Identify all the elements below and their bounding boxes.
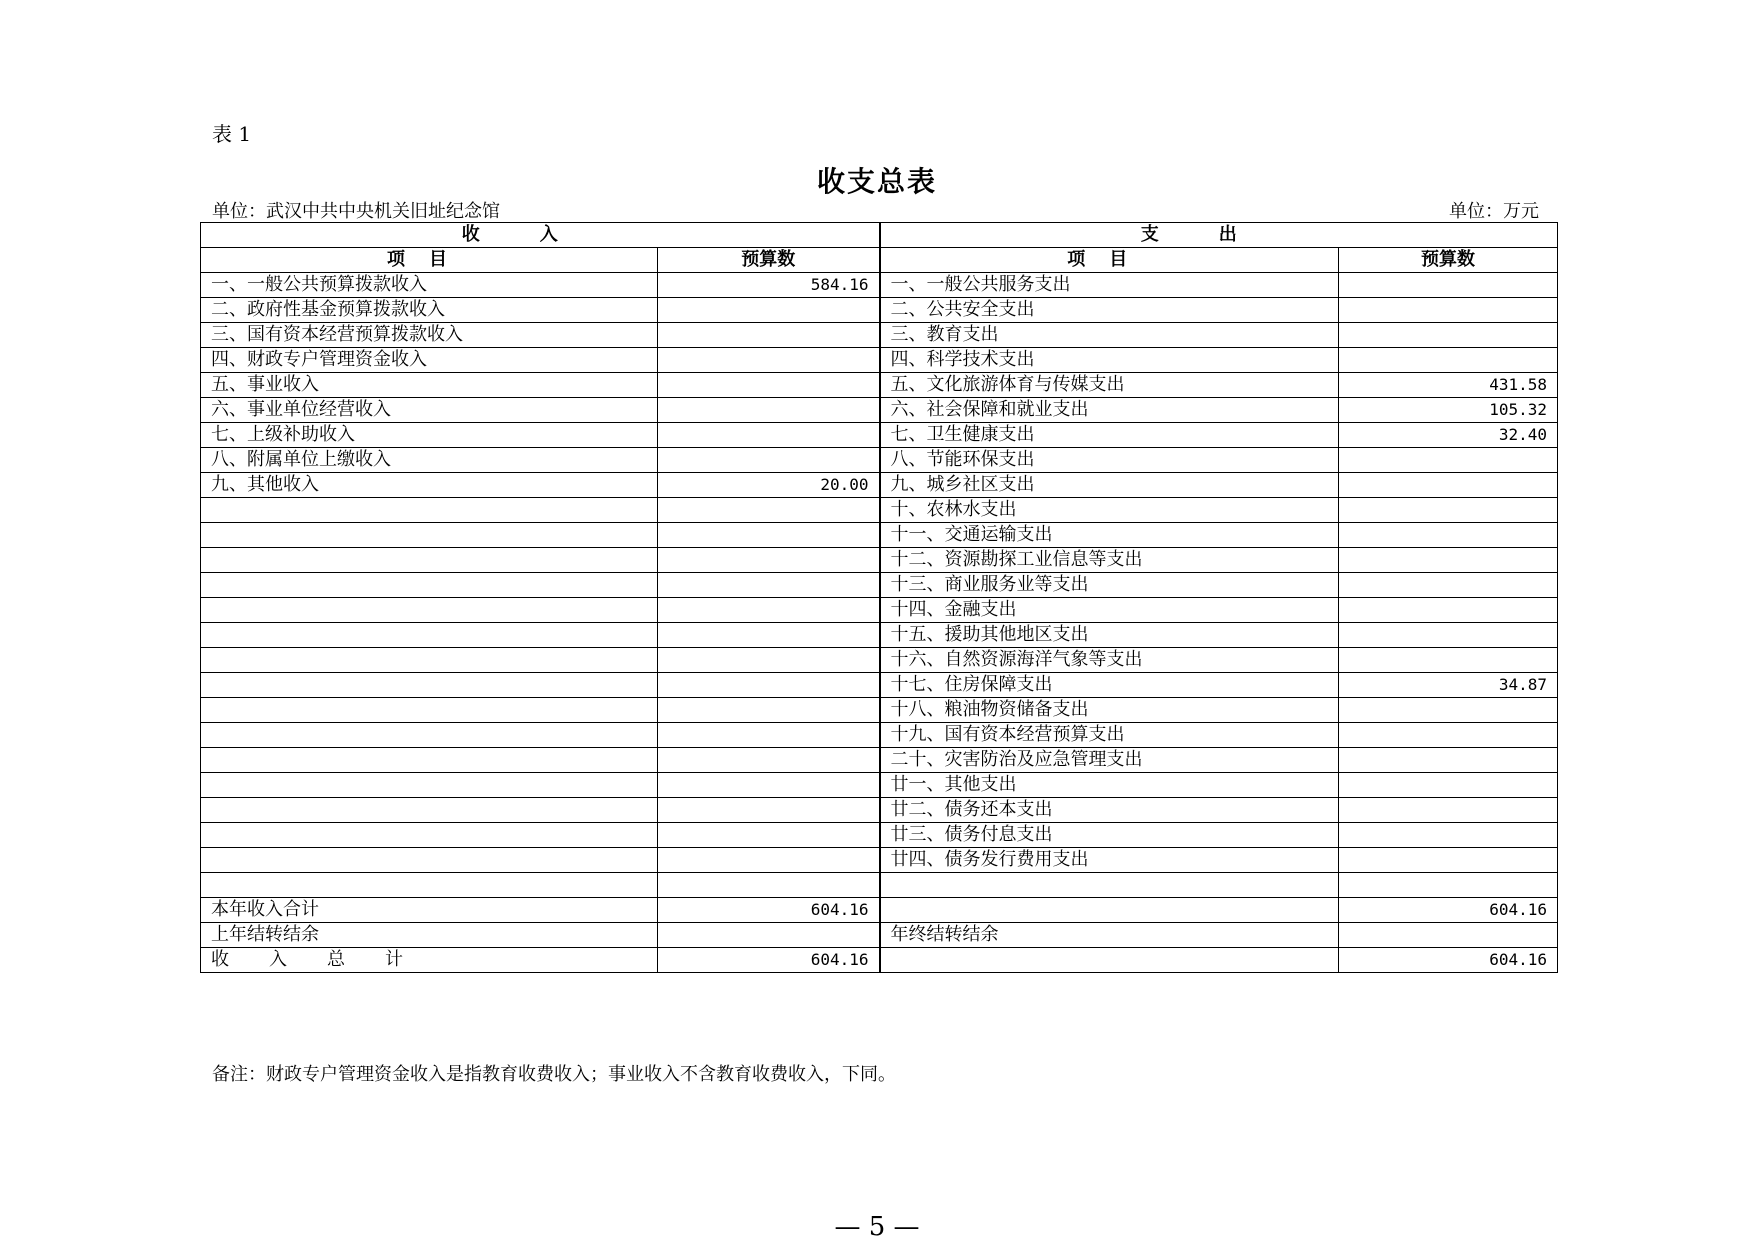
exp-value-cell bbox=[1339, 873, 1558, 898]
exp-item-cell: 十八、粮油物资储备支出 bbox=[880, 698, 1339, 723]
income-value-cell bbox=[658, 448, 880, 473]
income-value-cell bbox=[658, 298, 880, 323]
income-value-cell bbox=[658, 873, 880, 898]
exp-item-cell: 四、科学技术支出 bbox=[880, 348, 1339, 373]
table-row bbox=[201, 673, 1558, 698]
income-value-cell bbox=[658, 748, 880, 773]
exp-value-cell bbox=[1339, 448, 1558, 473]
income-item-cell bbox=[201, 548, 658, 573]
exp-value-cell bbox=[1339, 573, 1558, 598]
exp-item-cell: 二十、灾害防治及应急管理支出 bbox=[880, 748, 1339, 773]
income-item-cell bbox=[201, 623, 658, 648]
year-income-label: 本年收入合计 bbox=[201, 898, 658, 923]
income-item-header: 项目 bbox=[201, 248, 658, 273]
exp-value-cell bbox=[1339, 798, 1558, 823]
income-item-cell bbox=[201, 848, 658, 873]
table-row bbox=[201, 573, 1558, 598]
exp-item-cell: 五、文化旅游体育与传媒支出 bbox=[880, 373, 1339, 398]
grand-total-exp-label bbox=[880, 948, 1339, 973]
exp-value-cell: 105.32 bbox=[1339, 398, 1558, 423]
section-header-row bbox=[201, 223, 1558, 248]
exp-item-header: 项目 bbox=[880, 248, 1339, 273]
income-value-cell bbox=[658, 848, 880, 873]
page-number: — 5 — bbox=[834, 1212, 920, 1242]
income-item-cell: 七、上级补助收入 bbox=[201, 423, 658, 448]
income-value-cell bbox=[658, 648, 880, 673]
income-item-cell bbox=[201, 698, 658, 723]
exp-item-cell: 十六、自然资源海洋气象等支出 bbox=[880, 648, 1339, 673]
table-row bbox=[201, 473, 1558, 498]
exp-item-cell: 十四、金融支出 bbox=[880, 598, 1339, 623]
income-item-cell bbox=[201, 498, 658, 523]
exp-item-cell: 十七、住房保障支出 bbox=[880, 673, 1339, 698]
exp-value-cell bbox=[1339, 773, 1558, 798]
table-row bbox=[201, 623, 1558, 648]
income-item-cell bbox=[201, 748, 658, 773]
exp-value-cell bbox=[1339, 748, 1558, 773]
table-row bbox=[201, 723, 1558, 748]
income-item-cell bbox=[201, 823, 658, 848]
exp-item-cell: 九、城乡社区支出 bbox=[880, 473, 1339, 498]
table-row bbox=[201, 823, 1558, 848]
income-value-cell bbox=[658, 523, 880, 548]
exp-item-cell: 廿四、债务发行费用支出 bbox=[880, 848, 1339, 873]
table-label: 表 1 bbox=[212, 122, 252, 146]
exp-item-cell bbox=[880, 873, 1339, 898]
unit-organization: 单位：武汉中共中央机关旧址纪念馆 bbox=[212, 201, 500, 222]
income-item-cell: 一、一般公共预算拨款收入 bbox=[201, 273, 658, 298]
exp-value-cell bbox=[1339, 323, 1558, 348]
income-value-cell bbox=[658, 798, 880, 823]
table-row bbox=[201, 448, 1558, 473]
table-row bbox=[201, 523, 1558, 548]
income-value-cell bbox=[658, 823, 880, 848]
exp-value-cell bbox=[1339, 523, 1558, 548]
budget-summary-table bbox=[200, 222, 1558, 973]
prev-balance-label: 上年结转结余 bbox=[201, 923, 658, 948]
exp-value-cell bbox=[1339, 273, 1558, 298]
income-item-cell: 六、事业单位经营收入 bbox=[201, 398, 658, 423]
exp-value-cell bbox=[1339, 698, 1558, 723]
table-row bbox=[201, 748, 1558, 773]
income-item-cell: 五、事业收入 bbox=[201, 373, 658, 398]
exp-value-cell bbox=[1339, 498, 1558, 523]
income-item-cell: 八、附属单位上缴收入 bbox=[201, 448, 658, 473]
expenditure-section-header: 支出 bbox=[880, 223, 1558, 248]
grand-total-exp: 604.16 bbox=[1339, 948, 1558, 973]
footnote: 备注：财政专户管理资金收入是指教育收费收入；事业收入不含教育收费收入，下同。 bbox=[212, 1064, 896, 1085]
income-value-cell bbox=[658, 548, 880, 573]
table-row bbox=[201, 398, 1558, 423]
income-item-cell: 九、其他收入 bbox=[201, 473, 658, 498]
page-title: 收支总表 bbox=[816, 165, 937, 198]
income-item-cell bbox=[201, 648, 658, 673]
exp-item-cell: 十二、资源勘探工业信息等支出 bbox=[880, 548, 1339, 573]
exp-item-cell: 二、公共安全支出 bbox=[880, 298, 1339, 323]
income-item-cell: 二、政府性基金预算拨款收入 bbox=[201, 298, 658, 323]
table-row bbox=[201, 648, 1558, 673]
exp-value-cell bbox=[1339, 648, 1558, 673]
income-value-cell bbox=[658, 673, 880, 698]
income-item-cell: 四、财政专户管理资金收入 bbox=[201, 348, 658, 373]
income-item-cell bbox=[201, 598, 658, 623]
table-row bbox=[201, 348, 1558, 373]
exp-item-cell: 廿三、债务付息支出 bbox=[880, 823, 1339, 848]
grand-total-row bbox=[201, 948, 1558, 973]
income-section-header: 收入 bbox=[201, 223, 880, 248]
exp-item-cell: 三、教育支出 bbox=[880, 323, 1339, 348]
grand-total-label: 收入总计 bbox=[201, 948, 658, 973]
income-value-cell bbox=[658, 623, 880, 648]
end-balance-label: 年终结转结余 bbox=[880, 923, 1339, 948]
income-value-cell bbox=[658, 773, 880, 798]
income-item-cell bbox=[201, 723, 658, 748]
table-row bbox=[201, 298, 1558, 323]
table-row bbox=[201, 423, 1558, 448]
income-item-cell bbox=[201, 798, 658, 823]
exp-item-cell: 一、一般公共服务支出 bbox=[880, 273, 1339, 298]
exp-value-cell bbox=[1339, 348, 1558, 373]
income-value-cell bbox=[658, 423, 880, 448]
grand-total-income: 604.16 bbox=[658, 948, 880, 973]
income-value-cell bbox=[658, 348, 880, 373]
column-header-row bbox=[201, 248, 1558, 273]
table-row bbox=[201, 373, 1558, 398]
exp-value-cell bbox=[1339, 623, 1558, 648]
exp-budget-header: 预算数 bbox=[1339, 248, 1558, 273]
prev-balance-value bbox=[658, 923, 880, 948]
table-row bbox=[201, 498, 1558, 523]
exp-value-cell bbox=[1339, 298, 1558, 323]
unit-currency: 单位：万元 bbox=[1449, 201, 1539, 222]
exp-item-cell: 七、卫生健康支出 bbox=[880, 423, 1339, 448]
income-value-cell bbox=[658, 598, 880, 623]
exp-value-cell bbox=[1339, 548, 1558, 573]
exp-value-cell bbox=[1339, 723, 1558, 748]
income-item-cell: 三、国有资本经营预算拨款收入 bbox=[201, 323, 658, 348]
exp-value-cell bbox=[1339, 473, 1558, 498]
exp-item-cell: 八、节能环保支出 bbox=[880, 448, 1339, 473]
income-value-cell bbox=[658, 498, 880, 523]
year-exp-value: 604.16 bbox=[1339, 898, 1558, 923]
exp-value-cell bbox=[1339, 598, 1558, 623]
income-value-cell bbox=[658, 398, 880, 423]
end-balance-value bbox=[1339, 923, 1558, 948]
exp-item-cell: 十一、交通运输支出 bbox=[880, 523, 1339, 548]
income-value-cell bbox=[658, 723, 880, 748]
year-total-row bbox=[201, 898, 1558, 923]
exp-item-cell: 十、农林水支出 bbox=[880, 498, 1339, 523]
income-budget-header: 预算数 bbox=[658, 248, 880, 273]
income-value-cell bbox=[658, 573, 880, 598]
exp-item-cell: 廿一、其他支出 bbox=[880, 773, 1339, 798]
table-row bbox=[201, 873, 1558, 898]
income-item-cell bbox=[201, 773, 658, 798]
income-item-cell bbox=[201, 673, 658, 698]
income-value-cell: 20.00 bbox=[658, 473, 880, 498]
table-row bbox=[201, 698, 1558, 723]
exp-item-cell: 廿二、债务还本支出 bbox=[880, 798, 1339, 823]
table-row bbox=[201, 773, 1558, 798]
exp-value-cell: 34.87 bbox=[1339, 673, 1558, 698]
exp-value-cell: 431.58 bbox=[1339, 373, 1558, 398]
table-row bbox=[201, 598, 1558, 623]
income-item-cell bbox=[201, 873, 658, 898]
exp-item-cell: 十三、商业服务业等支出 bbox=[880, 573, 1339, 598]
table-row bbox=[201, 848, 1558, 873]
exp-item-cell: 六、社会保障和就业支出 bbox=[880, 398, 1339, 423]
exp-item-cell: 十九、国有资本经营预算支出 bbox=[880, 723, 1339, 748]
balance-row bbox=[201, 923, 1558, 948]
exp-item-cell: 十五、援助其他地区支出 bbox=[880, 623, 1339, 648]
exp-value-cell bbox=[1339, 823, 1558, 848]
income-value-cell bbox=[658, 373, 880, 398]
exp-value-cell: 32.40 bbox=[1339, 423, 1558, 448]
income-item-cell bbox=[201, 523, 658, 548]
table-row bbox=[201, 323, 1558, 348]
exp-value-cell bbox=[1339, 848, 1558, 873]
table-row bbox=[201, 798, 1558, 823]
year-exp-label bbox=[880, 898, 1339, 923]
income-item-cell bbox=[201, 573, 658, 598]
income-value-cell bbox=[658, 323, 880, 348]
table-row bbox=[201, 548, 1558, 573]
income-value-cell: 584.16 bbox=[658, 273, 880, 298]
table-row bbox=[201, 273, 1558, 298]
year-income-value: 604.16 bbox=[658, 898, 880, 923]
income-value-cell bbox=[658, 698, 880, 723]
